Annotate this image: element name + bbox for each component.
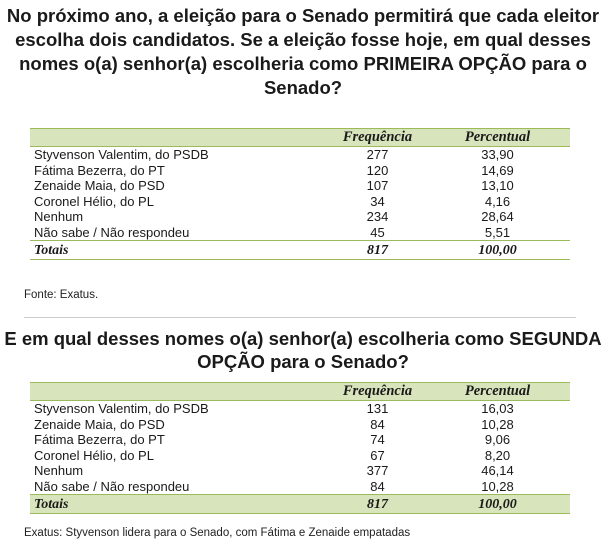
candidate-name: Fátima Bezerra, do PT (34, 432, 165, 448)
percent-value: 9,06 (484, 432, 511, 448)
image-caption: Exatus: Styvenson lidera para o Senado, com Fátima e Zenaide empatadas (24, 527, 411, 539)
table-row (30, 209, 570, 225)
percent-value: 10,28 (481, 416, 514, 432)
header-candidate (30, 383, 330, 401)
frequency-value: 107 (366, 178, 389, 194)
divider (24, 317, 576, 318)
source-caption: Fonte: Exatus. (24, 289, 99, 301)
table-row (30, 147, 570, 163)
candidate-name: Styvenson Valentim, do PSDB (34, 401, 209, 417)
percent-value: 28,64 (481, 209, 514, 225)
poll-question-1-title: No próximo ano, a eleição para o Senado permitirá que cada eleitor escolha dois candidatos. Se a eleição fosse hoje, em qual desses nomes o(a) senhor(a) escolheria como PRIMEIRA OPÇÃO para o Senado? (6, 5, 600, 98)
frequency-value: 67 (370, 447, 385, 463)
table-row (30, 417, 570, 433)
header-frequency: Frequência (330, 383, 425, 401)
percent-value: 8,20 (484, 447, 511, 463)
table-row (30, 178, 570, 194)
table-row (30, 194, 570, 210)
percent-value: 16,03 (481, 401, 514, 417)
table-row (30, 463, 570, 479)
frequency-value: 84 (370, 416, 385, 432)
table-row (30, 479, 570, 495)
percent-value: 14,69 (481, 162, 514, 178)
percent-value: 33,90 (481, 147, 514, 163)
totals-frequency: 817 (330, 495, 425, 514)
percent-value: 13,10 (481, 178, 514, 194)
header-frequency: Frequência (330, 129, 425, 147)
candidate-name: Zenaide Maia, do PSD (34, 178, 165, 194)
frequency-value: 234 (366, 209, 389, 225)
candidate-name: Zenaide Maia, do PSD (34, 416, 165, 432)
header-percent: Percentual (425, 383, 570, 401)
header-candidate (30, 129, 330, 147)
table-row (30, 401, 570, 417)
first-choice-results-table (30, 128, 570, 260)
totals-label: Totais (30, 495, 330, 514)
candidate-name: Fátima Bezerra, do PT (34, 162, 165, 178)
frequency-value: 120 (366, 162, 389, 178)
frequency-value: 84 (370, 478, 385, 494)
candidate-name: Coronel Hélio, do PL (34, 193, 154, 209)
poll-question-2-title: E em qual desses nomes o(a) senhor(a) escolheria como SEGUNDA OPÇÃO para o Senado? (4, 328, 602, 372)
header-percent: Percentual (425, 129, 570, 147)
frequency-value: 277 (366, 147, 389, 163)
frequency-value: 34 (370, 193, 385, 209)
table-row (30, 225, 570, 241)
totals-percent: 100,00 (425, 241, 570, 260)
table-header-row (30, 129, 570, 147)
candidate-name: Não sabe / Não respondeu (34, 478, 190, 494)
percent-value: 5,51 (484, 224, 511, 240)
second-choice-results-table (30, 382, 570, 514)
totals-percent: 100,00 (425, 495, 570, 514)
candidate-name: Coronel Hélio, do PL (34, 447, 154, 463)
totals-row (30, 241, 570, 260)
table-row (30, 432, 570, 448)
candidate-name: Styvenson Valentim, do PSDB (34, 147, 209, 163)
totals-row (30, 495, 570, 514)
percent-value: 10,28 (481, 478, 514, 494)
frequency-value: 74 (370, 432, 385, 448)
frequency-value: 131 (366, 401, 389, 417)
percent-value: 46,14 (481, 463, 514, 479)
frequency-value: 45 (370, 224, 385, 240)
totals-frequency: 817 (330, 241, 425, 260)
candidate-name: Não sabe / Não respondeu (34, 224, 190, 240)
candidate-name: Nenhum (34, 463, 84, 479)
candidate-name: Nenhum (34, 209, 84, 225)
frequency-value: 377 (366, 463, 389, 479)
percent-value: 4,16 (484, 193, 511, 209)
table-row (30, 448, 570, 464)
totals-label: Totais (30, 241, 330, 260)
table-row (30, 163, 570, 179)
table-header-row (30, 383, 570, 401)
